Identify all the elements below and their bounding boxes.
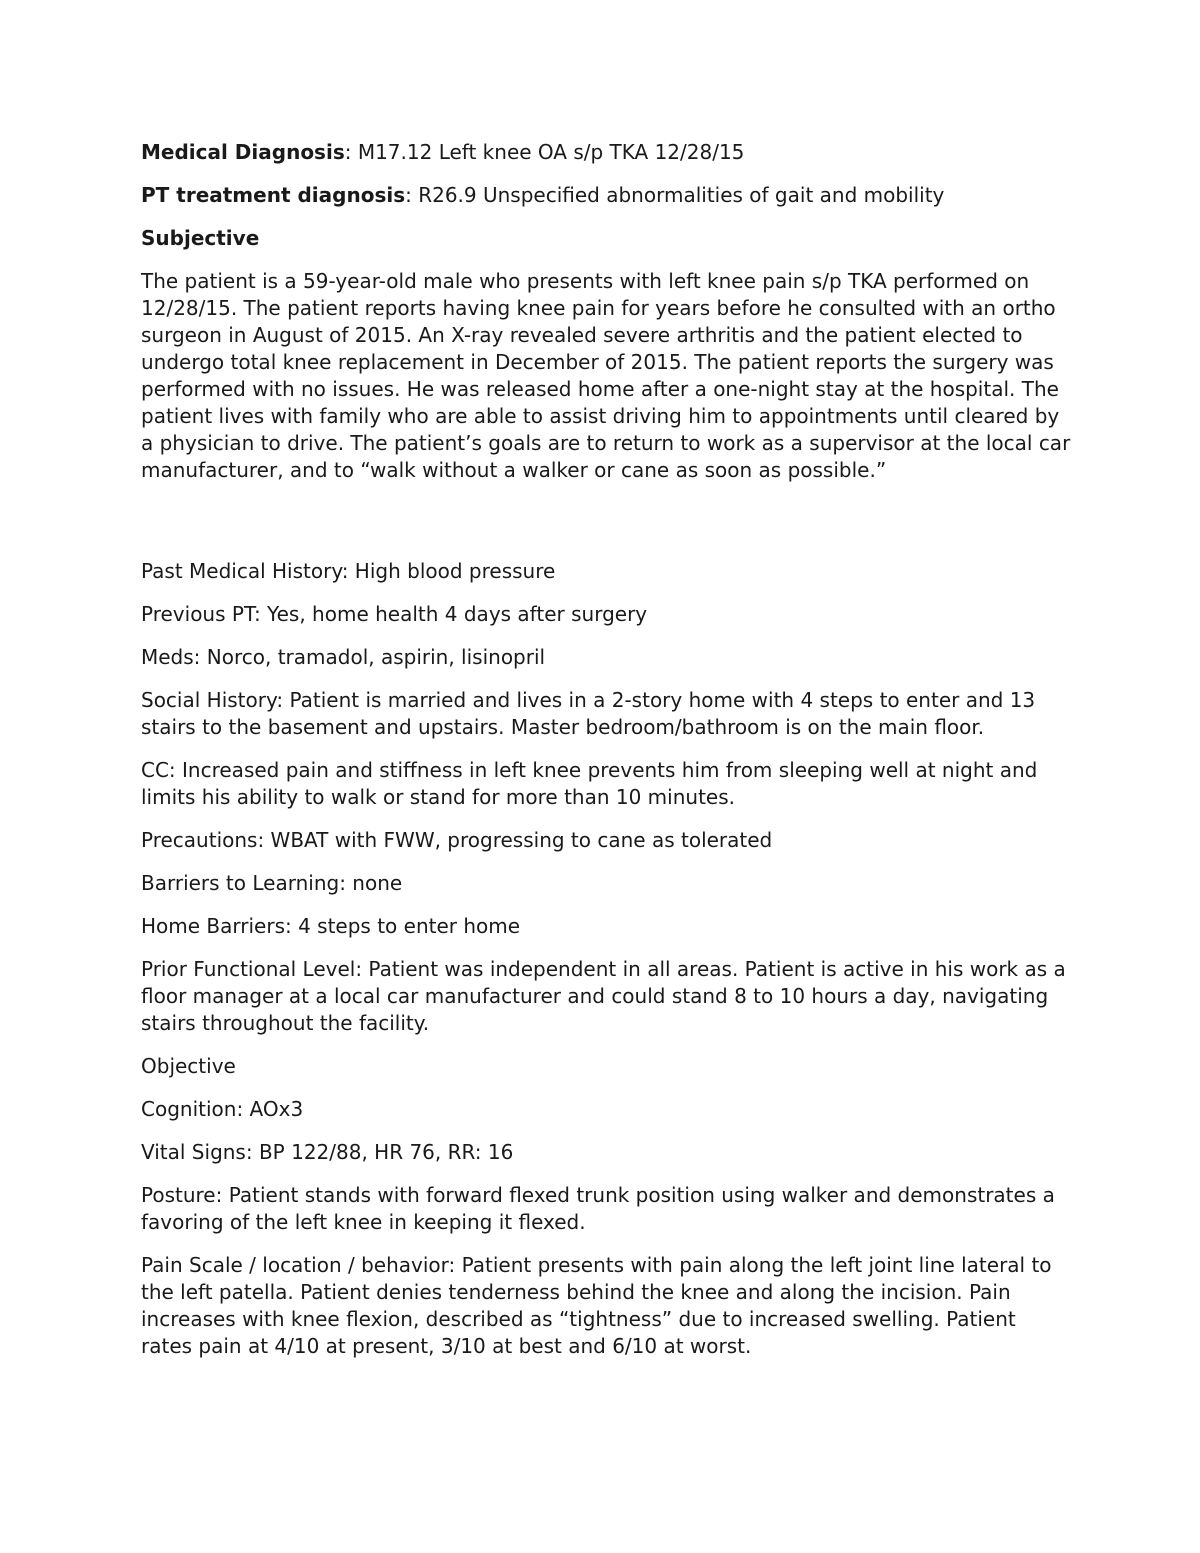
pt-diagnosis-line <box>141 182 1071 209</box>
document-page <box>141 139 1071 1376</box>
social-history: Social History: Patient is married and lives in a 2-story home with 4 steps to enter and 13 stairs to the basement and upstairs. Master bedroom/bathroom is on the main floor. <box>141 688 1036 739</box>
medical-diagnosis-line <box>141 139 1071 166</box>
subjective-heading: Subjective <box>141 226 260 250</box>
home-barriers: Home Barriers: 4 steps to enter home <box>141 914 521 938</box>
past-medical-history: Past Medical History: High blood pressure <box>141 559 556 583</box>
subjective-narrative: The patient is a 59-year-old male who presents with left knee pain s/p TKA performed on 12/28/15. The patient reports having knee pain for years before he consulted with an ortho surgeon in August of 2015. An X-ray revealed severe arthritis and the patient elected to undergo total knee replacement in December of 2015. The patient reports the surgery was performed with no issues. He was released home after a one-night stay at the hospital. The patient lives with family who are able to assist driving him to appointments until cleared by a physician to drive. The patient’s goals are to return to work as a supervisor at the local car manufacturer, and to “walk without a walker or cane as soon as possible.” <box>141 269 1071 482</box>
medical-diagnosis-value: : M17.12 Left knee OA s/p TKA 12/28/15 <box>344 140 745 164</box>
prior-functional-level: Prior Functional Level: Patient was independent in all areas. Patient is active in his work as a floor manager at a local car manufacturer and could stand 8 to 10 hours a day, navigating stairs throughout the facility. <box>141 957 1066 1035</box>
pt-diagnosis-label: PT treatment diagnosis <box>141 183 406 207</box>
cognition: Cognition: AOx3 <box>141 1097 304 1121</box>
posture: Posture: Patient stands with forward flexed trunk position using walker and demonstrates a favoring of the left knee in keeping it flexed. <box>141 1183 1055 1234</box>
precautions: Precautions: WBAT with FWW, progressing to cane as tolerated <box>141 828 773 852</box>
pain-scale: Pain Scale / location / behavior: Patient presents with pain along the left joint line lateral to the left patella. Patient denies tenderness behind the knee and along the incision. Pain increases with knee flexion, described as “tightness” due to increased swelling. Patient rates pain at 4/10 at present, 3/10 at best and 6/10 at worst. <box>141 1253 1052 1358</box>
pt-diagnosis-value: : R26.9 Unspecified abnormalities of gait and mobility <box>405 183 945 207</box>
objective-heading: Objective <box>141 1054 236 1078</box>
medical-diagnosis-label: Medical Diagnosis <box>141 140 345 164</box>
blank-line-spacer <box>141 500 1071 558</box>
medications: Meds: Norco, tramadol, aspirin, lisinopril <box>141 645 546 669</box>
previous-pt: Previous PT: Yes, home health 4 days after surgery <box>141 602 648 626</box>
chief-complaint: CC: Increased pain and stiffness in left knee prevents him from sleeping well at night and limits his ability to walk or stand for more than 10 minutes. <box>141 758 1038 809</box>
vital-signs: Vital Signs: BP 122/88, HR 76, RR: 16 <box>141 1140 514 1164</box>
barriers-to-learning: Barriers to Learning: none <box>141 871 403 895</box>
